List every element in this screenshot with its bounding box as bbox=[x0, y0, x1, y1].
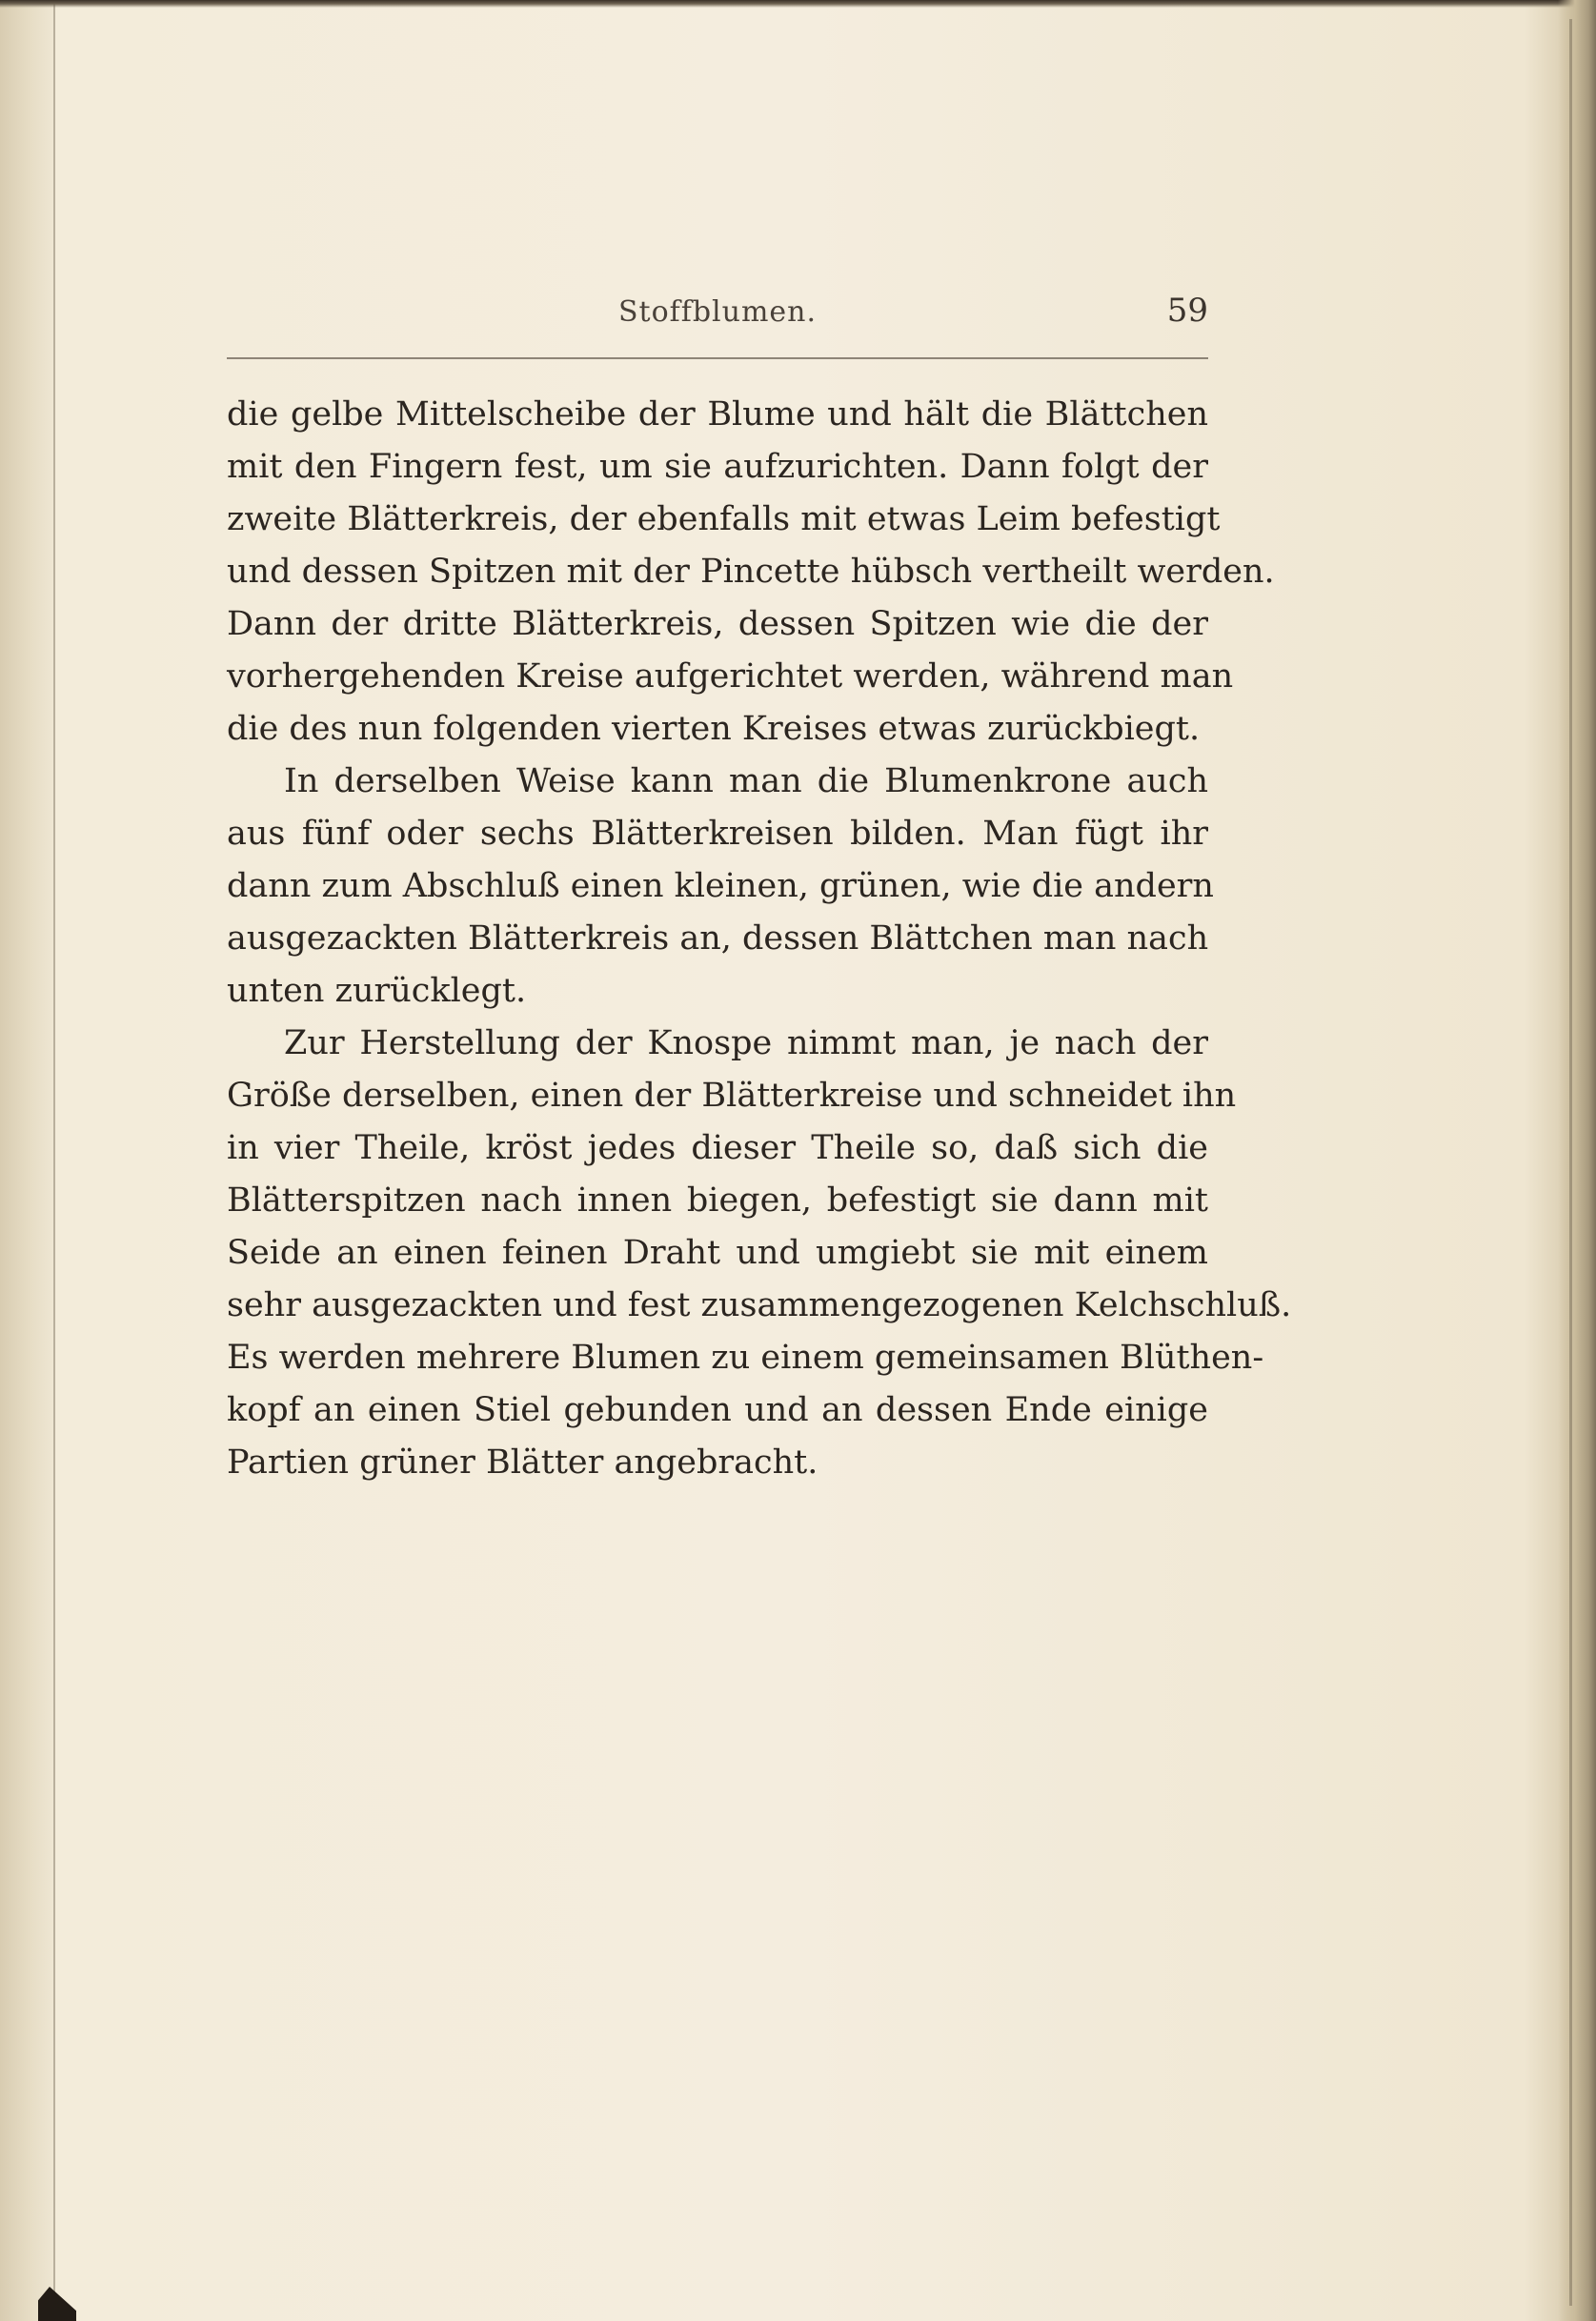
page-right-edge bbox=[1558, 0, 1596, 2321]
text-line: und dessen Spitzen mit der Pincette hübsch vertheilt werden. bbox=[227, 553, 1275, 591]
gutter-line bbox=[53, 0, 55, 2321]
text-line: Es werden mehrere Blumen zu einem gemeinsamen Blüthen- bbox=[227, 1339, 1264, 1377]
page-number: 59 bbox=[1166, 292, 1208, 330]
binding-edge bbox=[0, 0, 55, 2321]
page-right-edge-line bbox=[1569, 19, 1572, 2306]
text-line: mit den Fingern fest, um sie aufzurichten. Dann folgt der bbox=[227, 448, 1208, 486]
text-line: unten zurücklegt. bbox=[227, 972, 527, 1010]
text-line: kopf an einen Stiel gebunden und an dessen Ende einige bbox=[227, 1391, 1208, 1429]
text-line: In derselben Weise kann man die Blumenkrone auch bbox=[284, 762, 1208, 800]
text-line: Blätterspitzen nach innen biegen, befestigt sie dann mit bbox=[227, 1181, 1208, 1220]
text-line: vorhergehenden Kreise aufgerichtet werden, während man bbox=[227, 657, 1234, 696]
text-line: zweite Blätterkreis, der ebenfalls mit etwas Leim befestigt bbox=[227, 500, 1221, 538]
text-line: ausgezackten Blätterkreis an, dessen Blättchen man nach bbox=[227, 919, 1209, 958]
text-line: Seide an einen feinen Draht und umgiebt sie mit einem bbox=[227, 1234, 1208, 1272]
text-line: Partien grüner Blätter angebracht. bbox=[227, 1443, 818, 1482]
text-line: dann zum Abschluß einen kleinen, grünen, wie die andern bbox=[227, 867, 1214, 905]
body-text bbox=[227, 389, 1292, 1489]
page-header bbox=[227, 284, 1208, 332]
header-rule bbox=[227, 357, 1208, 359]
text-line: aus fünf oder sechs Blätterkreisen bilden. Man fügt ihr bbox=[227, 815, 1208, 853]
page-top-edge bbox=[0, 0, 1596, 8]
text-line: die gelbe Mittelscheibe der Blume und hält die Blättchen bbox=[227, 395, 1208, 434]
text-line: Zur Herstellung der Knospe nimmt man, je nach der bbox=[284, 1024, 1208, 1062]
text-line: Größe derselben, einen der Blätterkreise und schneidet ihn bbox=[227, 1077, 1237, 1115]
text-line: sehr ausgezackten und fest zusammengezogenen Kelchschluß. bbox=[227, 1286, 1292, 1324]
text-line: Dann der dritte Blätterkreis, dessen Spitzen wie die der bbox=[227, 605, 1208, 643]
running-head: Stoffblumen. bbox=[617, 295, 818, 329]
text-line: in vier Theile, kröst jedes dieser Theile so, daß sich die bbox=[227, 1129, 1208, 1167]
text-line: die des nun folgenden vierten Kreises etwas zurückbiegt. bbox=[227, 710, 1201, 748]
